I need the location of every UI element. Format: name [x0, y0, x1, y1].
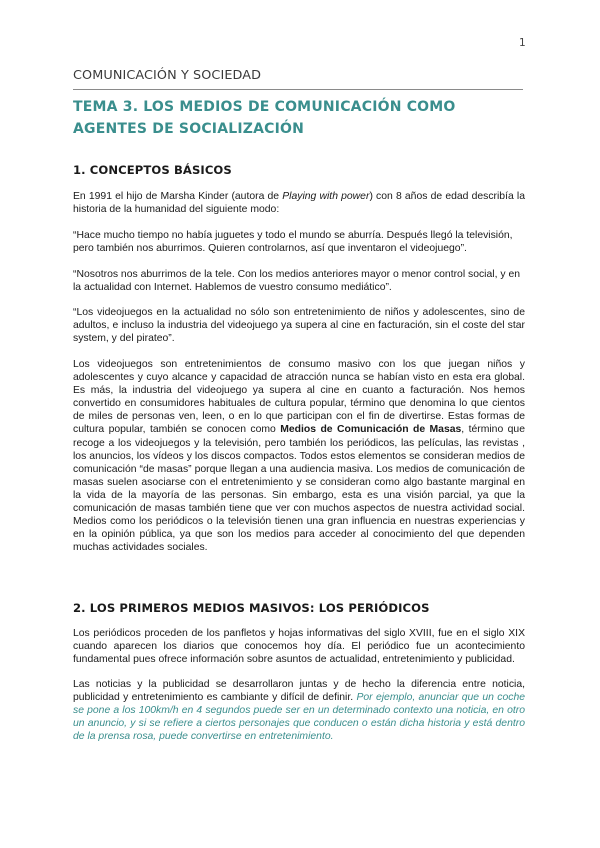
- paragraph-intro: [73, 190, 525, 216]
- noticias-text: Las noticias y la publicidad se desarrollaron juntas y de hecho la diferencia entre noticia, publicidad y entretenimiento es cambiante y difícil de definir.: [73, 679, 525, 704]
- paragraph-periodicos: Los periódicos proceden de los panfletos y hojas informativas del siglo XVIII, fue en el siglo XIX cuando aparecen los diarios que conocemos hoy día. El periódico fue un acontecimiento fundamental pues ofrece información sobre asuntos de actualidad, entretenimiento y publicidad.: [73, 628, 525, 666]
- quote-paragraph-1: “Hace mucho tiempo no había juguetes y todo el mundo se aburría. Después llegó la televisión, pero también nos aburrimos. Quieren controlarnos, así que inventaron el videojuego”.: [73, 230, 513, 255]
- paragraph-noticias: [73, 678, 525, 743]
- section-heading-periodicos: 2. LOS PRIMEROS MEDIOS MASIVOS: LOS PERIÓDICOS: [73, 601, 430, 615]
- header-divider: [73, 89, 523, 90]
- videojuegos-text-end: , término que recoge a los videojuegos y la televisión, pero también los periódicos, las películas, las revistas , los anuncios, los vídeos y los discos compactos. Todos estos elementos se consideran medios de comunicación “de masas” porque llegan a una audiencia masiva. Los medios de comunicación de masas suelen asociarse con el entretenimiento y se consideran como algo bastante marginal en la vida de la mayoría de las personas. Sin embargo, esta es una visión parcial, ya que la comunicación de masas también tiene que ver con muchos aspectos de nuestra actividad social. Medios como los periódicos o la televisión tienen una gran influencia en nuestras experiencias y en la opinión pública, ya que son los medios para acceder al conocimiento del que dependen muchas actividades sociales.: [73, 424, 525, 554]
- course-title: COMUNICACIÓN Y SOCIEDAD: [73, 68, 262, 83]
- quote-paragraph-3: “Los videojuegos en la actualidad no sólo son entretenimiento de niños y adolescentes, sino de adultos, e incluso la industria del videojuego ya supera al cine en facturación, sin el coste del star system, y del pirateo”.: [73, 307, 525, 345]
- quote-paragraph-2: “Nosotros nos aburrimos de la tele. Con los medios anteriores mayor o menor control social, y en la actualidad con Internet. Hablemos de vuestro consumo mediático”.: [73, 269, 520, 294]
- key-term-medios-masas: Medios de Comunicación de Masas: [280, 424, 462, 436]
- videojuegos-text-start: Los videojuegos son entretenimientos de consumo masivo con los que juegan niños y adolescentes y cuyo alcance y capacidad de atracción nunca se habían visto en esta era global. Es más, la industria del videojuego ya supera al cine en cuanto a facturación. Nos hemos convertido en consumidores habituales de cultura popular, término que denomina lo que cientos de miles de personas ven, leen, o en lo que participan con el fin de divertirse. Estas formas de cultura popular, también se conocen como: [73, 359, 525, 436]
- section-heading-conceptos: 1. CONCEPTOS BÁSICOS: [73, 163, 232, 177]
- example-text: Por ejemplo, anunciar que un coche se pone a los 100km/h en 4 segundos puede ser en un determinado contexto una noticia, en otro un anuncio, y si se refiere a ciertos personajes que conducen o están dicha historia y está dentro de la prensa rosa, puede convertirse en entretenimiento.: [73, 692, 525, 743]
- paragraph-videojuegos: [73, 358, 525, 554]
- book-title: Playing with power: [282, 191, 370, 202]
- intro-text-end: ) con 8 años de edad describía la historia de la humanidad del siguiente modo:: [73, 191, 525, 216]
- intro-text-start: En 1991 el hijo de Marsha Kinder (autora de: [73, 191, 283, 202]
- page-number: 1: [519, 37, 526, 49]
- theme-title: TEMA 3. LOS MEDIOS DE COMUNICACIÓN COMO AGENTES DE SOCIALIZACIÓN: [73, 99, 456, 137]
